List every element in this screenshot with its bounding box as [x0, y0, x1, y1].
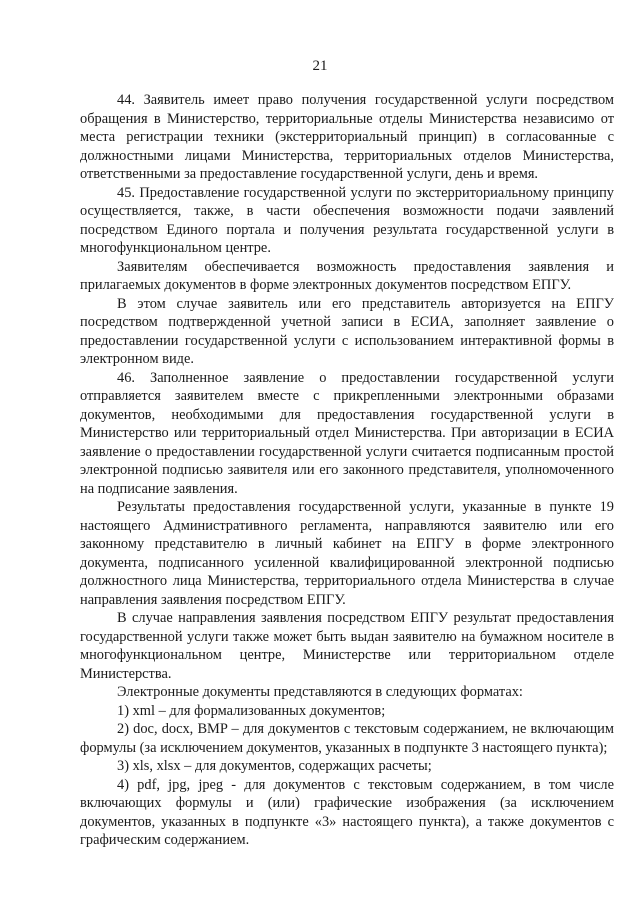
paragraph-paper-result: В случае направления заявления посредством ЕПГУ результат предоставления государственной услуги также может быть выдан заявителю на бумажном носителе в многофункциональном центре, Министерстве или территориальном отделе Министерства.	[80, 610, 614, 682]
paragraph-45: 45. Предоставление государственной услуги по экстерриториальному принципу осуществляется, также, в части обеспечения возможности подачи заявлений посредством Единого портала и получения результата государственной услуги в многофункциональном центре.	[80, 184, 614, 256]
document-body	[80, 91, 614, 850]
paragraph-44: 44. Заявитель имеет право получения государственной услуги посредством обращения в Министерство, территориальные отделы Министерства независимо от места регистрации техники (экстерриториальный принцип) в согласованные с должностными лицами Министерства, территориальных отделов Министерства, ответственными за предоставление государственной услуги, день и время.	[80, 92, 614, 182]
paragraph-epgu-possibility: Заявителям обеспечивается возможность предоставления заявления и прилагаемых документов в форме электронных документов посредством ЕПГУ.	[80, 258, 614, 293]
page-number: 21	[312, 58, 328, 74]
format-item-2: 2) doc, docx, BMP – для документов с текстовым содержанием, не включающим формулы (за исключением документов, указанных в подпункте 3 настоящего пункта);	[80, 721, 614, 756]
paragraph-esia-authorization: В этом случае заявитель или его представитель авторизуется на ЕПГУ посредством подтвержденной учетной записи в ЕСИА, заполняет заявление о предоставлении государственной услуги с использованием интерактивной формы в электронном виде.	[80, 295, 614, 367]
paragraph-46: 46. Заполненное заявление о предоставлении государственной услуги отправляется заявителем вместе с прикрепленными электронными образами документов, необходимыми для предоставления государственной услуги в Министерство или территориальный отдел Министерства. При авторизации в ЕСИА заявление о предоставлении государственной услуги считается подписанным простой электронной подписью заявителя или его законного представителя, уполномоченного на подписание заявления.	[80, 369, 614, 497]
format-item-3: 3) xls, xlsx – для документов, содержащих расчеты;	[117, 758, 432, 774]
format-item-4: 4) pdf, jpg, jpeg - для документов с текстовым содержанием, в том числе включающих формулы и (или) графические изображения (за исключением документов, указанных в подпункте «3» настоящего пункта), а также документов с графическим содержанием.	[80, 776, 614, 848]
paragraph-results-delivery: Результаты предоставления государственной услуги, указанные в пункте 19 настоящего Административного регламента, направляются заявителю или его законному представителю в личный кабинет на ЕПГУ в форме электронного документа, подписанного усиленной квалифицированной электронной подписью должностного лица Министерства, территориального отдела Министерства в случае направления заявления посредством ЕПГУ.	[80, 499, 614, 608]
paragraph-formats-intro: Электронные документы представляются в следующих форматах:	[117, 684, 523, 700]
format-item-1: 1) xml – для формализованных документов;	[117, 702, 386, 719]
